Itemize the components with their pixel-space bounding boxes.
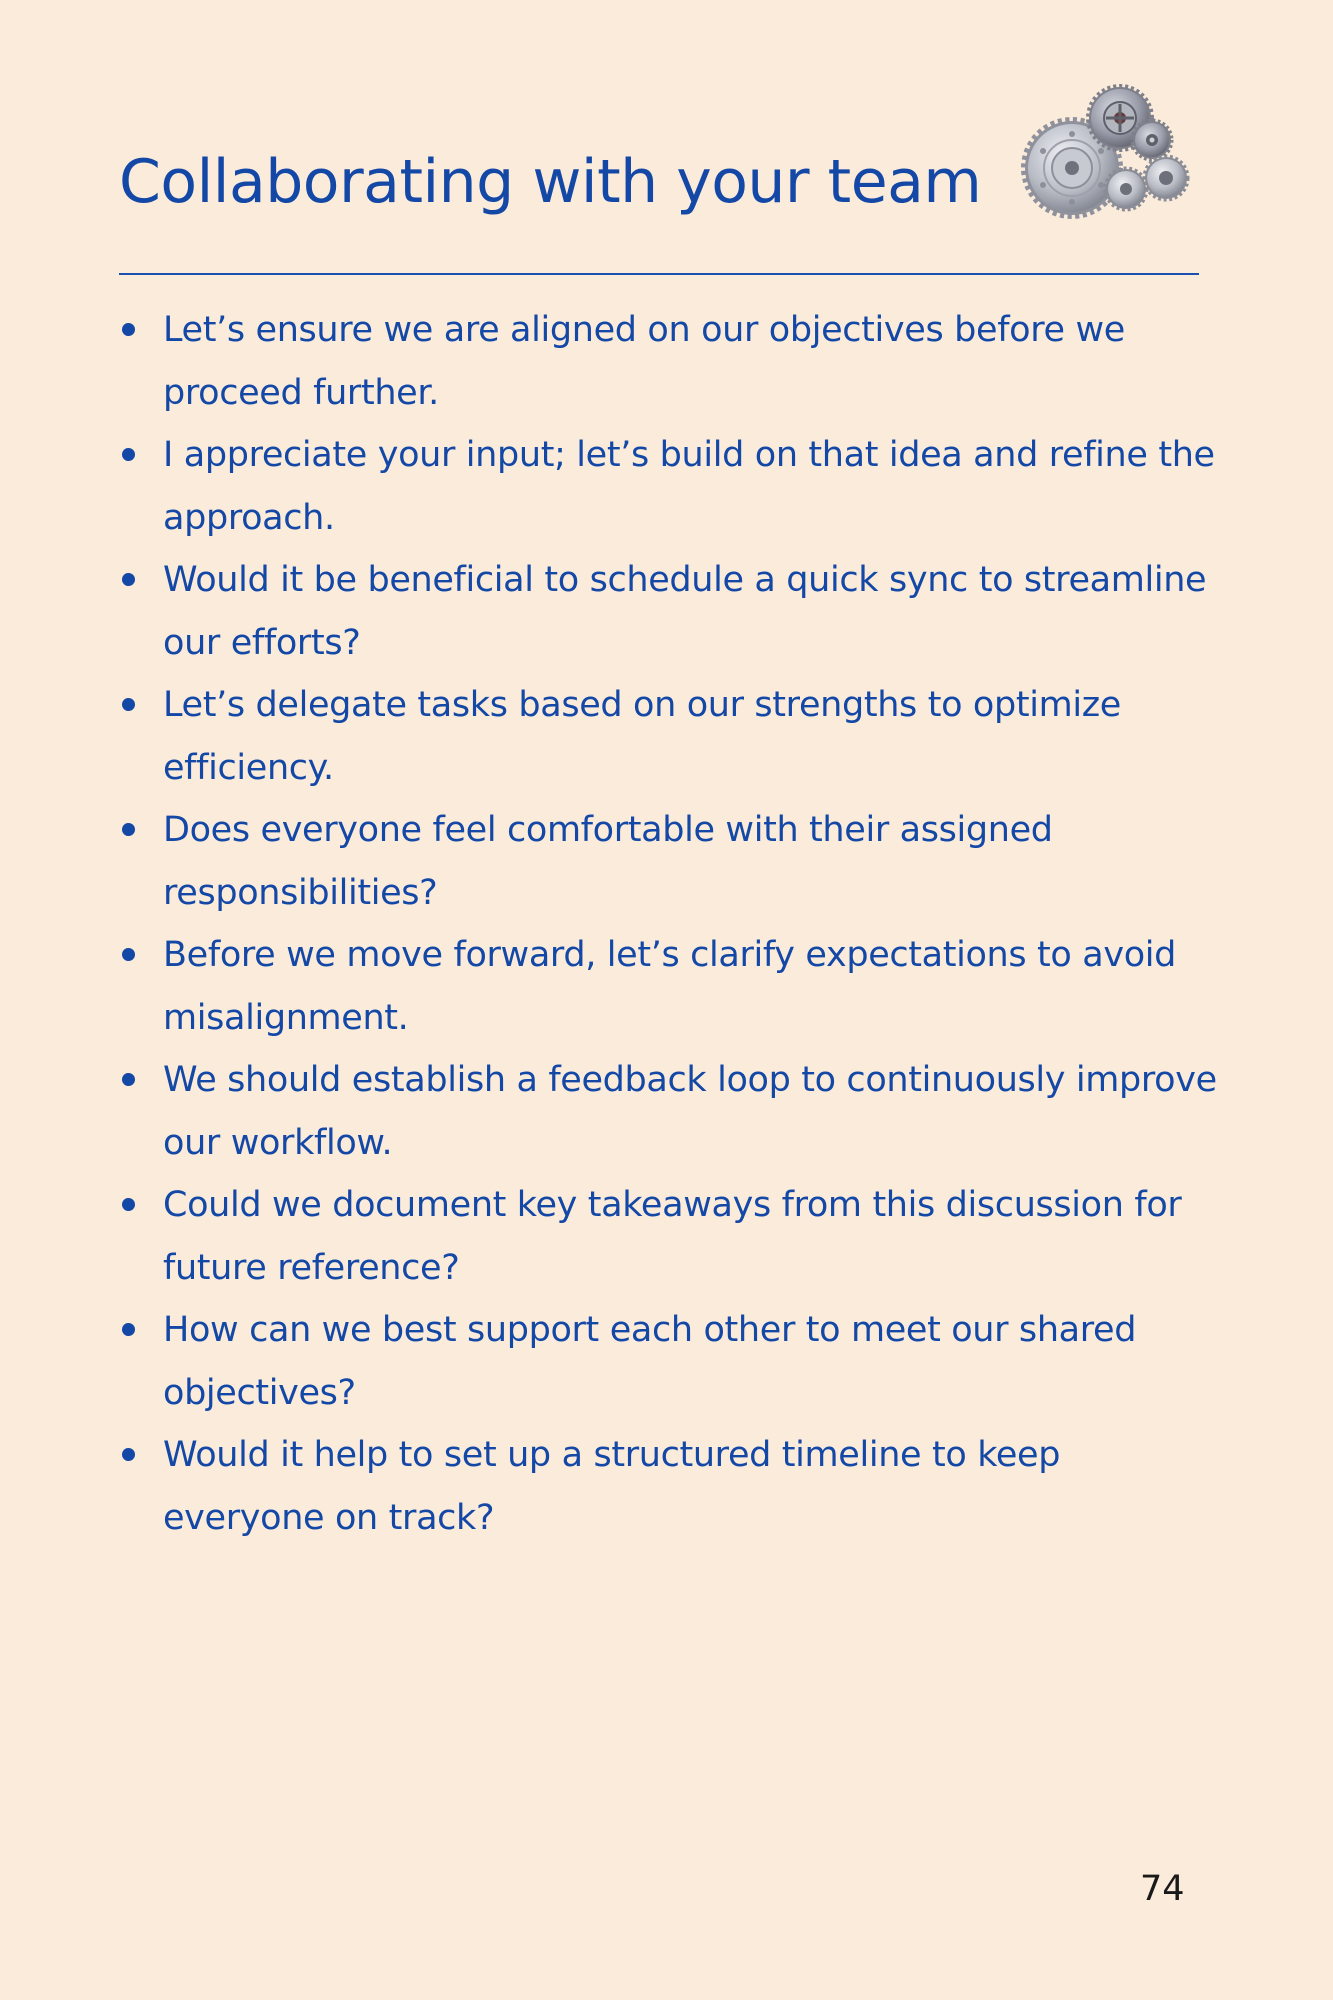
list-item-text: Let’s delegate tasks based on our strengths to optimize efficiency. <box>163 685 1121 788</box>
list-item-text: Could we document key takeaways from this discussion for future reference? <box>163 1185 1182 1288</box>
list-item-text: Let’s ensure we are aligned on our objectives before we proceed further. <box>163 310 1125 413</box>
bullet-icon <box>122 823 135 836</box>
bullet-icon <box>122 573 135 586</box>
list-item <box>119 1424 1219 1549</box>
bullet-icon <box>122 698 135 711</box>
list-item-text: Would it be beneficial to schedule a quick sync to streamline our efforts? <box>163 560 1207 663</box>
bullet-icon <box>122 323 135 336</box>
list-item <box>119 1299 1219 1424</box>
bullet-icon <box>122 1198 135 1211</box>
list-item-text: Before we move forward, let’s clarify expectations to avoid misalignment. <box>163 935 1177 1038</box>
list-item-text: We should establish a feedback loop to continuously improve our workflow. <box>163 1060 1217 1163</box>
bullet-icon <box>122 1323 135 1336</box>
list-item <box>119 799 1219 924</box>
list-item-text: Would it help to set up a structured timeline to keep everyone on track? <box>163 1435 1061 1538</box>
page-number: 74 <box>1140 1869 1185 1909</box>
page-title: Collaborating with your team <box>119 147 982 217</box>
list-item <box>119 1174 1219 1299</box>
gears-icon <box>1020 82 1195 222</box>
bullet-icon <box>122 448 135 461</box>
list-item <box>119 549 1219 674</box>
list-item <box>119 424 1219 549</box>
list-item <box>119 1049 1219 1174</box>
bullet-icon <box>122 1073 135 1086</box>
list-item-text: I appreciate your input; let’s build on that idea and refine the approach. <box>163 435 1215 538</box>
list-item <box>119 674 1219 799</box>
list-item <box>119 924 1219 1049</box>
bullet-list <box>119 299 1219 1549</box>
list-item-text: How can we best support each other to meet our shared objectives? <box>163 1310 1137 1413</box>
title-divider <box>119 273 1199 275</box>
list-item-text: Does everyone feel comfortable with their assigned responsibilities? <box>163 810 1053 913</box>
list-item <box>119 299 1219 424</box>
bullet-icon <box>122 1448 135 1461</box>
bullet-icon <box>122 948 135 961</box>
